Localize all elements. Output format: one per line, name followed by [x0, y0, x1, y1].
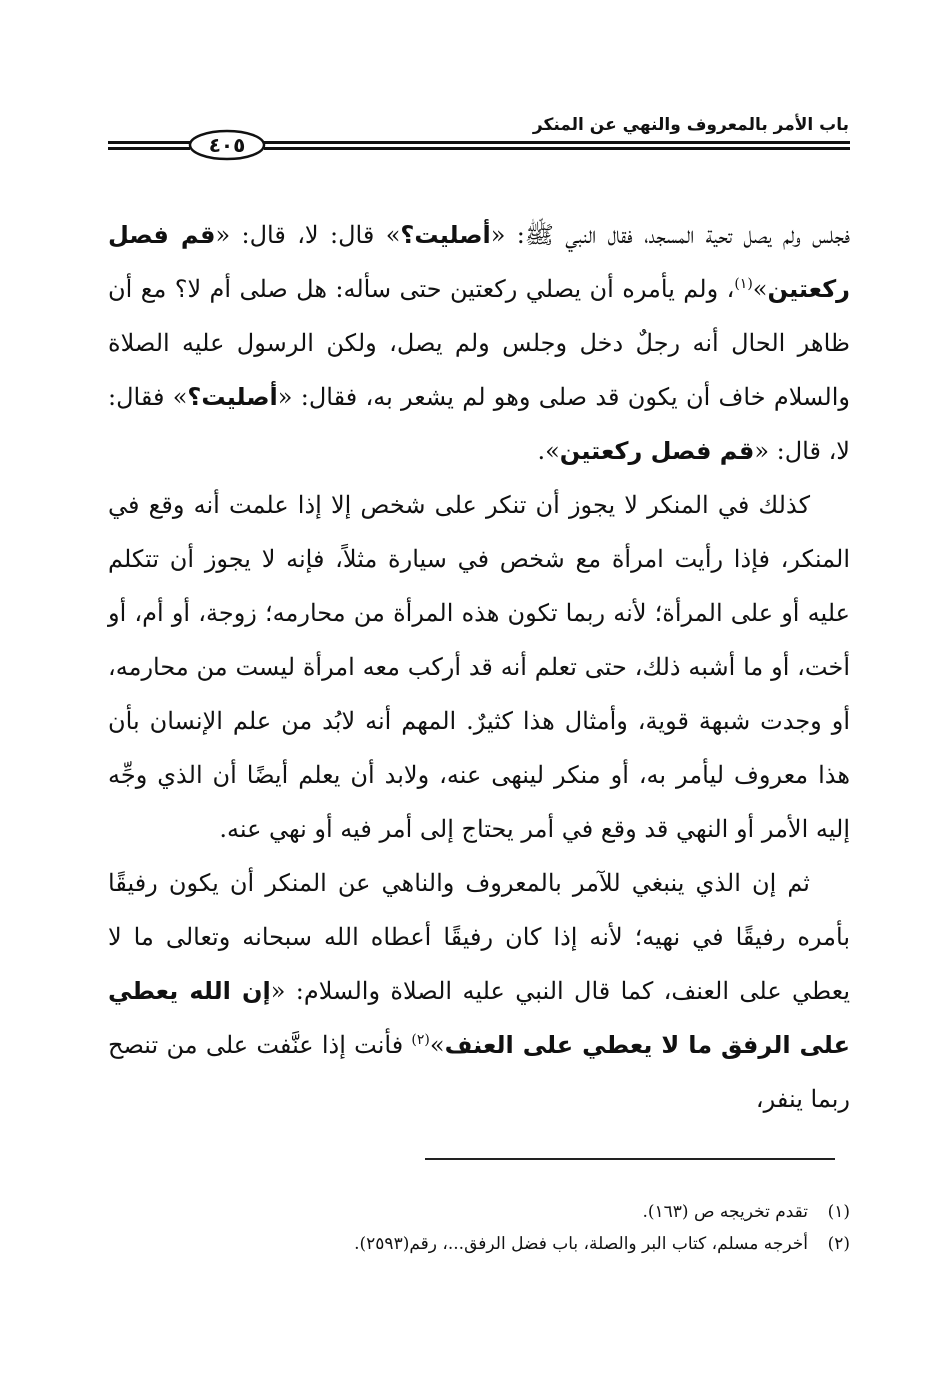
footnote-ref-1: (١) [734, 276, 753, 292]
hadith-quote: أصليت؟ [400, 221, 491, 249]
paragraph-2: كذلك في المنكر لا يجوز أن تنكر على شخص إلا إذا علمت أنه وقع في المنكر، فإذا رأيت امرأة مع شخص في سيارة مثلاً، فإنه لا يجوز أن تتكلم عليه أو على المرأة؛ لأنه ربما تكون هذه المرأة من محارمه؛ زوجة، أو أم، أو أخت، أو ما أشبه ذلك، حتى تعلم أنه قد أركب معه امرأة ليست من محارمه، أو وجدت شبهة قوية، وأمثال هذا كثيرٌ. المهم أنه لابُد من علم الإنسان بأن هذا معروف ليأمر به، أو منكر لينهى عنه، ولابد أن يعلم أيضًا أن الذي وجِّه إليه الأمر أو النهي قد وقع في أمر يحتاج إلى أمر فيه أو نهي عنه. [108, 491, 850, 843]
footnote-1 [108, 1196, 850, 1228]
footnote-ref-2: (٢) [411, 1032, 430, 1048]
chapter-header-title: باب الأمر بالمعروف والنهي عن المنكر [532, 115, 849, 135]
hadith-quote: إن الله يعطي على الرفق ما لا يعطي على العنف [108, 977, 850, 1059]
footnote-number: (٢) [827, 1234, 850, 1254]
footnote-separator [425, 1158, 835, 1160]
main-text [108, 208, 850, 1126]
footnote-2 [108, 1228, 850, 1260]
footnote-number: (١) [827, 1202, 850, 1222]
hadith-quote: أصليت؟ [187, 383, 278, 411]
footnote-text: أخرجه مسلم، كتاب البر والصلة، باب فضل الرفق...، رقم(٢٥٩٣). [354, 1234, 808, 1254]
paragraph-3: ثم إن الذي ينبغي للآمر بالمعروف والناهي عن المنكر أن يكون رفيقًا بأمره رفيقًا في نهيه؛ لأنه إذا كان رفيقًا أعطاه الله سبحانه وتعالى ما لا يعطي على العنف، كما قال النبي عليه الصلاة والسلام: «إن الله يعطي على الرفق ما لا يعطي على العنف»$^{(٢)}$ فأنت إذا عنَّفت على من تنصح ربما ينفر، [108, 869, 850, 1113]
hadith-quote: قم فصل ركعتين [559, 437, 755, 465]
footnotes [108, 1196, 850, 1260]
page-number: ٤٠٥ [208, 133, 246, 157]
paragraph-1: فجلس ولم يصل تحية المسجد، فقال النبي ﷺ: «أصليت؟» قال: لا، قال: «قم فصل ركعتين»$^{(١)}$، ولم يأمره أن يصلي ركعتين حتى سأله: هل صلى أم لا؟ مع أن ظاهر الحال أنه رجلٌ دخل وجلس ولم يصل، ولكن الرسول عليه الصلاة والسلام خاف أن يكون قد صلى وهو لم يشعر به، فقال: «أصليت؟» فقال: لا، قال: «قم فصل ركعتين». [108, 221, 851, 465]
footnote-text: تقدم تخريجه ص (١٦٣). [642, 1202, 808, 1222]
hadith-quote: قم فصل ركعتين [108, 221, 850, 303]
